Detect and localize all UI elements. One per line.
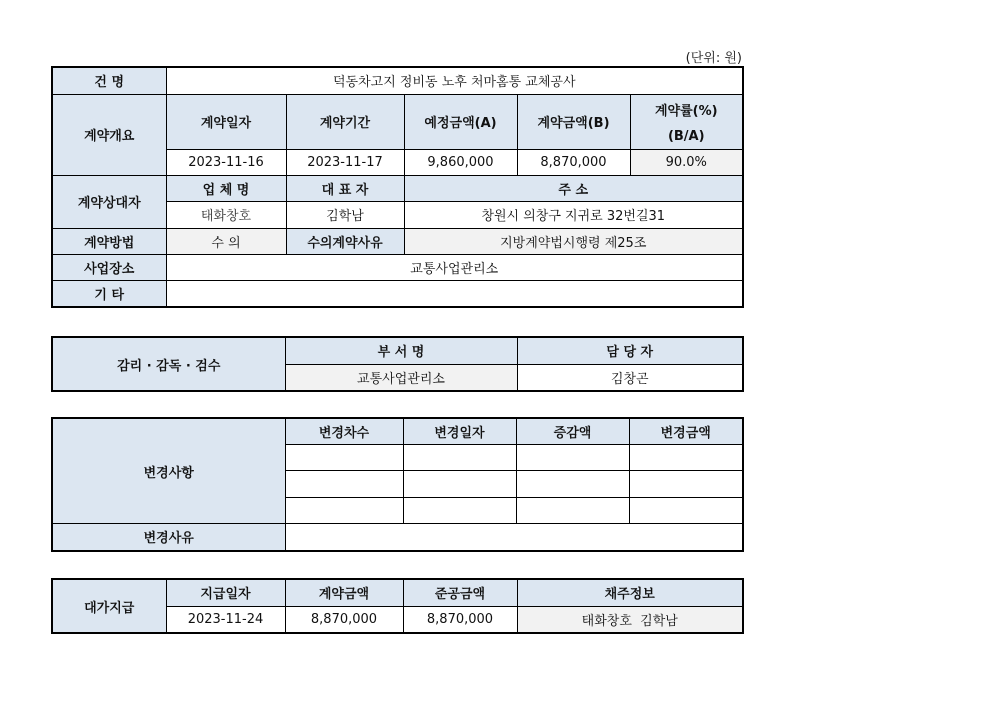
change-reason-value [285, 524, 743, 551]
change-cell [285, 471, 403, 498]
method-value: 수 의 [166, 228, 286, 254]
value-address: 창원시 의창구 지귀로 32번길31 [404, 201, 743, 228]
change-cell [516, 445, 629, 471]
header-representative: 대 표 자 [286, 175, 404, 201]
overview-label: 계약개요 [52, 94, 166, 175]
supervision-label: 감리 · 감독 · 검수 [52, 337, 285, 391]
header-completion-amount: 준공금액 [403, 579, 517, 606]
header-payment-date: 지급일자 [166, 579, 285, 606]
payment-label: 대가지급 [52, 579, 166, 633]
header-payment-contract-amount: 계약금액 [285, 579, 403, 606]
value-representative: 김학남 [286, 201, 404, 228]
method-label: 계약방법 [52, 228, 166, 254]
payment-table [51, 578, 744, 634]
change-cell [629, 471, 743, 498]
header-address: 주 소 [404, 175, 743, 201]
unit-note: (단위: 원) [685, 51, 742, 66]
value-department: 교통사업관리소 [285, 364, 517, 391]
change-cell [285, 498, 403, 524]
change-cell [516, 471, 629, 498]
header-manager: 담 당 자 [517, 337, 743, 364]
site-value: 교통사업관리소 [166, 254, 743, 280]
contract-table [51, 66, 744, 308]
value-contract-period: 2023-11-17 [286, 149, 404, 175]
change-cell [516, 498, 629, 524]
value-company-name: 태화창호 [166, 201, 286, 228]
header-change-order: 변경차수 [285, 418, 403, 445]
header-company-name: 업 체 명 [166, 175, 286, 201]
value-completion-amount: 8,870,000 [403, 606, 517, 633]
party-label: 계약상대자 [52, 175, 166, 228]
value-payment-contract-amount: 8,870,000 [285, 606, 403, 633]
value-contract-amount: 8,870,000 [517, 149, 630, 175]
change-cell [629, 445, 743, 471]
header-department: 부 서 명 [285, 337, 517, 364]
changes-table [51, 417, 744, 552]
change-cell [403, 498, 516, 524]
supervision-table [51, 336, 744, 392]
reason-label: 수의계약사유 [286, 228, 404, 254]
header-contract-rate [630, 94, 743, 149]
header-change-diff: 증감액 [516, 418, 629, 445]
header-contract-period: 계약기간 [286, 94, 404, 149]
value-estimated-amount: 9,860,000 [404, 149, 517, 175]
value-contract-rate: 90.0% [630, 149, 743, 175]
value-payment-date: 2023-11-24 [166, 606, 285, 633]
change-cell [403, 445, 516, 471]
etc-value [166, 280, 743, 307]
etc-label: 기 타 [52, 280, 166, 307]
header-contract-rate-line1: 계약률(%) [654, 103, 718, 119]
change-cell [403, 471, 516, 498]
change-cell [285, 445, 403, 471]
site-label: 사업장소 [52, 254, 166, 280]
contract-name-value: 덕동차고지 정비동 노후 처마홈통 교체공사 [166, 67, 743, 94]
contract-name-label: 건 명 [52, 67, 166, 94]
value-contract-date: 2023-11-16 [166, 149, 286, 175]
header-creditor-info: 채주정보 [517, 579, 743, 606]
header-change-date: 변경일자 [403, 418, 516, 445]
value-creditor-info: 태화창호 김학남 [517, 606, 743, 633]
reason-value: 지방계약법시행령 제25조 [404, 228, 743, 254]
change-cell [629, 498, 743, 524]
header-contract-amount: 계약금액(B) [517, 94, 630, 149]
value-manager: 김창곤 [517, 364, 743, 391]
changes-label: 변경사항 [52, 418, 285, 524]
change-reason-label: 변경사유 [52, 524, 285, 551]
header-estimated-amount: 예정금액(A) [404, 94, 517, 149]
header-change-amount: 변경금액 [629, 418, 743, 445]
header-contract-date: 계약일자 [166, 94, 286, 149]
header-contract-rate-line2: (B/A) [667, 128, 705, 144]
